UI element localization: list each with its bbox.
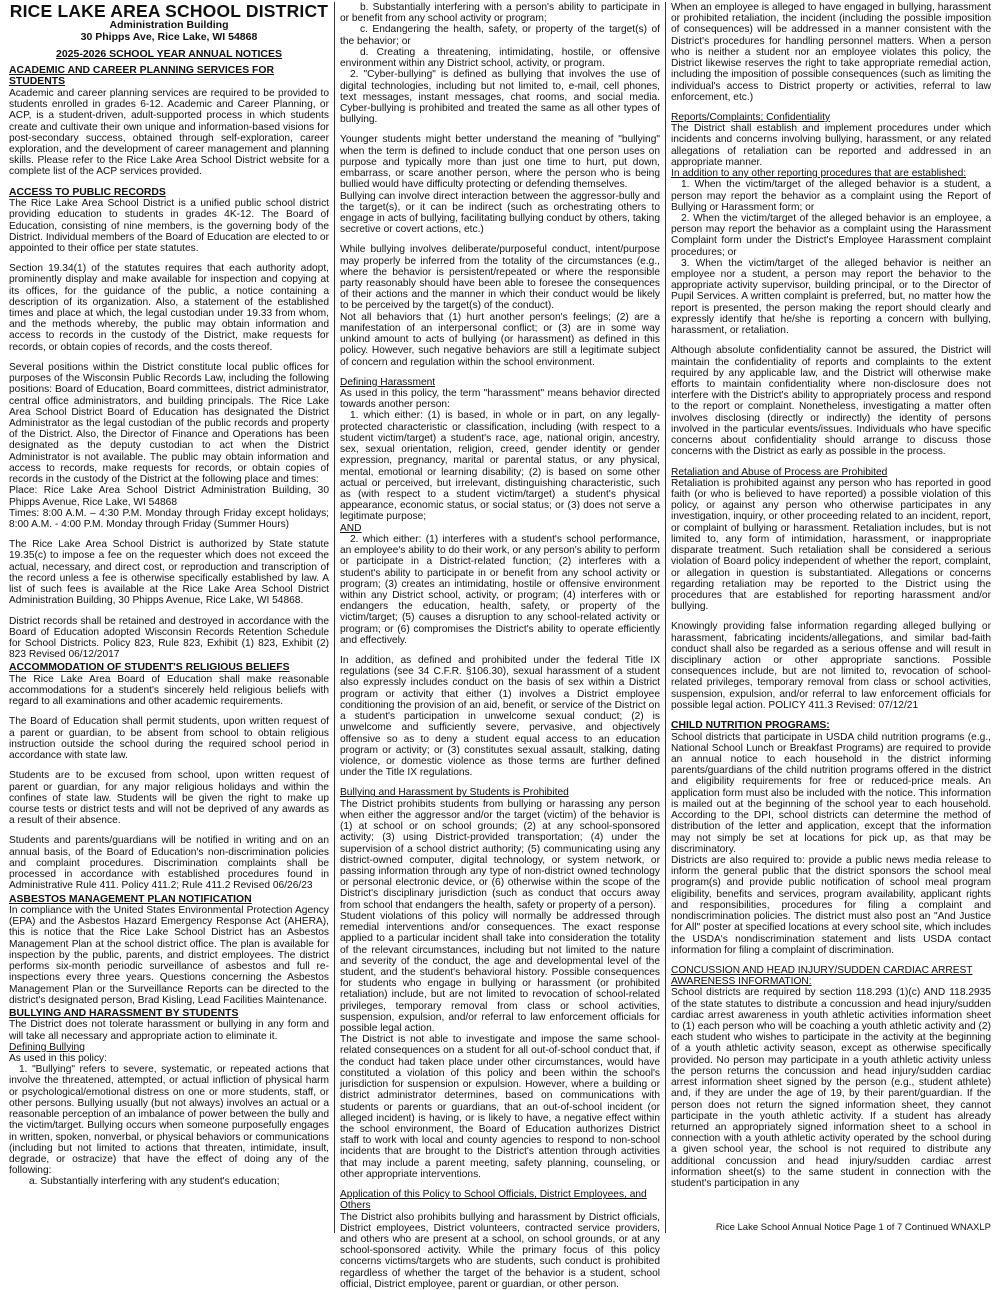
records-text-2: Section 19.34(1) of the statutes requires that each authority adopt, prominently display and make available for inspection and copying at its offices, for the guidance of the public, a notice containing a description of its organization. Also, a statement of the established times and place at which, the legal custodian under 19.33 from whom, and the methods whereby, the public may obtain information and access to records in the custody of the District, make requests for records, or obtain copies of records, and the costs thereof. [9, 263, 329, 353]
harassment-title-ix: In addition, as defined and prohibited under the federal Title IX regulations (see 34 C.F.R. §106.30), sexual harassment of a student also expressly includes conduct on the basis of sex within a District program or activity that either (1) involves a District employee conditioning the provision of an aid, benefit, or service of the District on a student's participation in unwelcome sexual conduct; (2) is unwelcome and sufficiently severe, pervasive, and objectively offensive so as to deny a student equal access to an education program or activity; or (3) constitutes sexual assault, stalking, dating violence, or domestic violence as those terms are further defined under the Title IX regulations. [340, 655, 660, 779]
nutrition-text-1: School districts that participate in USDA child nutrition programs (e.g., National School Lunch or Breakfast Programs) are required to provide an annual notice to each household in the district informing parents/guardians of the child nutrition programs offered in the district and eligibility requirements for free or reduced-price meals. An application form must also be included with the notice. This information is mailed out at the beginning of the school year to each household. According to the DPI, school districts can determine the method of distribution of the letter and application, except that the information may not simply be set at locations for pick up, as that may be discriminatory. [671, 731, 991, 855]
bullying-def-2: 2. "Cyber-bullying" is defined as bullying that involves the use of digital technologies, including but not limited to, e-mail, cell phones, text messages, instant messages, chat rooms, and social media. Cyber-bullying is prohibited and treated the same as all other types of bullying. [340, 69, 660, 126]
bullying-while: While bullying involves deliberate/purposeful conduct, intent/purpose may properly be inferred from the totality of the circumstances (e.g., where the behavior is persistent/repeated or where the responsible party reasonably should have been able to foresee the consequences of their actions and the manner in which their conduct would be likely to be perceived by the target(s) of the conduct). [340, 244, 660, 312]
bullying-def-1c: c. Endangering the health, safety, or property of the target(s) of the behavior; or [340, 24, 660, 47]
religious-text-1: The Rice Lake Area Board of Education shall make reasonable accommodations for a student's sincerely held religious beliefs with regard to all examinations and other academic requirements. [9, 673, 329, 708]
records-heading: ACCESS TO PUBLIC RECORDS [9, 186, 166, 198]
retaliation-text-1: Retaliation is prohibited against any person who has reported in good faith (or who is believed to have reported) a possible violation of this policy, or against any person who otherwise participates in any investigation, inquiry, or other proceeding related to an incident, report, or complaint of bullying or harassment. Retaliation includes, but is not limited to, any form of intimidation, harassment, or inappropriate disparate treatment. Such retaliation shall be considered a serious violation of Board policy independent of whether the report, complaint, or allegation in question is substantiated. Allegations or concerns regarding retaliation may be reported to the District using the procedures that are established for reporting harassment and/or bullying. [671, 477, 991, 613]
concussion-heading: CONCUSSION AND HEAD INJURY/SUDDEN CARDIAC ARREST AWARENESS INFORMATION: [671, 964, 973, 988]
reports-item-3: 3. When the victim/target of the alleged behavior is neither an employee nor a student, a person may report the behavior to the appropriate activity supervisor, building principal, or to the Director of Pupil Services. A written complaint is preferred, but, no matter how the report is presented, the person making the report should clearly and expressly identify that he/she is reporting a concern with bullying, harassment, or retaliation. [671, 257, 991, 337]
reports-item-1: 1. When the victim/target of the alleged behavior is a student, a person may report the behavior as a complaint using the Report of Bullying or Harassment form; or [671, 179, 991, 213]
reports-text-2: Although absolute confidentiality cannot be assured, the District will maintain the confidentiality of reports and complaints to the extent required by any applicable law, and the District will otherwise make efforts to maintain confidentiality where non-disclosure does not interfere with the District's ability to appropriately process and respond to the report or complaint. Nonetheless, investigating a matter often involves disclosing (directly or indirectly) the identity of persons involved in the particular events/issues. Individuals who have specific concerns about confidentiality should arrange to discuss those concerns with the District as early as possible in the process. [671, 345, 991, 458]
asbestos-heading: ASBESTOS MANAGEMENT PLAN NOTIFICATION [9, 893, 252, 905]
harassment-lead: As used in this policy, the term "harassment" means behavior directed towards another person: [340, 388, 660, 411]
prohibited-text-3: The District is not able to investigate and impose the same school-related consequences on a student for all out-of-school conduct that, if the conduct had taken place under other circumstances, would have constituted a violation of this policy and been within the school's jurisdiction for suspension or expulsion. However, where a building or district administrator determines, based on communications with students or parents or guardians, that an out-of-school incident (or alleged incident) is having, or is likely to have, a negative effect within the school environment, the Board of Education authorizes District staff to work with local and county agencies to respond to non-school incidents that are brought to the District's attention through activities that may include a parent meeting, safety planning, counseling, or other appropriate interventions. [340, 1034, 660, 1180]
records-text-1: The Rice Lake Area School District is a unified public school district providing education to students in grades 4K-12. The Board of Education, consisting of nine members, is the governing body of the District. Individual members of the Board of Education are elected to or appointed to their office per state statutes. [9, 198, 329, 254]
bullying-def-lead: As used in this policy: [9, 1053, 107, 1065]
religious-text-3: Students are to be excused from school, upon written request of parent or guardian, for any major religious holidays and within the confines of state law. Students will be given the right to make up course tests or district tests and will not be deprived of any awards as a result of their absence. [9, 770, 329, 827]
column-1 [4, 2, 334, 1233]
bullying-def-1d: d. Creating a threatening, intimidating, hostile, or offensive environment within any District school, activity, or program. [340, 46, 660, 70]
religious-text-4: Students and parents/guardians will be notified in writing and on an annual basis, of the Board of Education's non-discrimination policies and complaint procedures. Discrimination complaints shall be processed in accordance with established procedures found in Administrative Rule 411. Policy 411.2; Rule 411.2 Revised 06/26/23 [9, 835, 329, 892]
records-text-5: District records shall be retained and destroyed in accordance with the Board of Education adopted Wisconsin Records Retention Schedule for School Districts. Policy 823, Rule 823, Exhibit (1) 823, Exhibit (2) 823 Revised 06/12/2017 [9, 615, 329, 661]
officials-heading: Application of this Policy to School Officials, District Employees, and Others [340, 1189, 647, 1212]
bullying-def-1: 1. "Bullying" refers to severe, systematic, or repeated actions that involve the threatened, attempted, or actual infliction of physical harm or psychological/emotional distress on one or more students, staff, or other persons. Bullying usually (but not always) involves an actual or a reasonable perception of an imbalance of power between the bully and the victim/target. Bullying occurs when someone purposefully engages in written, spoken, nonverbal, or physical behaviors or communications (including but not limited to actions that threaten, intimidate, insult, degrade, or ostracize) that have the effect of doing any of the following: [9, 1064, 329, 1177]
page-footer: Rice Lake School Annual Notice Page 1 of 7 Continued WNAXLP [715, 1221, 991, 1233]
officials-text-2: When an employee is alleged to have engaged in bullying, harassment or prohibited retaliation, the incident (including the possible imposition of consequences) will be addressed in a manner consistent with the District's procedures for handling personnel matters. When a person who is neither a student nor an employee violates this policy, the District likewise reserves the right to take appropriate remedial action, including the imposition of possible consequences (such as limiting the individual's access to District property or activities, referral to law enforcement, etc.) [671, 2, 991, 103]
reports-heading: Reports/Complaints; Confidentiality [671, 111, 831, 123]
retaliation-heading: Retaliation and Abuse of Process are Prohibited [671, 466, 888, 478]
harassment-def-1: 1. which either: (1) is based, in whole or in part, on any legally-protected characteristic or classification, including (with respect to a student victim/target) a student's race, age, national origin, ancestry, sex, sexual orientation, religion, creed, gender identity or gender expression, pregnancy, marital or parental status, or any physical, mental, emotional or learning disability; (2) is based on some other actual or perceived, but irrelevant, distinguishing characteristic, such as (with respect to a student victim/target) a student's physical appearance, economic status, or social status; or (3) does not serve a legitimate purpose; [340, 410, 660, 523]
reports-item-2: 2. When the victim/target of the alleged behavior is an employee, a person may report the behavior as a complaint using the Harassment Complaint form under the District's Employee Harassment complaint procedures; or [671, 212, 991, 258]
records-text-4: The Rice Lake Area School District is authorized by State statute 19.35(c) to impose a fee on the requester which does not exceed the actual, necessary, and direct cost, or reproduction and transcription of the record unless a fee is otherwise specifically established by law. A list of such fees is available at the Rice Lake Area School District Administration Building, 30 Phipps Avenue, Rice Lake, WI 54868. [9, 539, 329, 607]
asbestos-text: In compliance with the United States Environmental Protection Agency (EPA) and the Asbestos Hazard Emergency Response Act (AHERA), this is notice that the Rice Lake School District has an Asbestos Management Plan at the school district office. The plan is available for inspection by the public, parents, and district employees. The district performs six-month periodic surveillance of asbestos and full re-inspections every three years. Questions concerning the Asbestos Management Plan or the Surveillance Reports can be directed to the district's designated person, Brad Kisling, Lead Facilities Maintenance. [9, 904, 329, 1006]
concussion-text: School districts are required by section 118.293 (1)(c) AND 118.2935 of the state statutes to distribute a concussion and head injury/sudden cardiac arrest awareness in youth athletic activities information sheet to (1) each person who will be coaching a youth athletic activity and (2) each student who wishes to participate in the activity at the beginning of a youth athletic activity season, except as otherwise specifically provided. No person may participate in a youth athletic activity unless the person returns the concussion and head injury/sudden cardiac arrest information sheet signed by the person (e.g., student athlete) and, if they are under the age of 19, by their parent/guardian. If the person does not return the signed information sheet, they cannot participate in the youth athletic activity. If a student has already returned an appropriately signed information sheet to a school in connection with a youth athletic activity operated by the school during a given school year, the school is not required to distribute any additional concussion and head injury/sudden cardiac arrest information sheet(s) to the same student in connection with the student's participation in any [671, 987, 991, 1190]
reports-lead: In addition to any other reporting procedures that are established: [671, 168, 967, 180]
bullying-def-1a: a. Substantially interfering with any student's education; [29, 1176, 280, 1188]
records-text-3: Several positions within the District constitute local public offices for purposes of the Wisconsin Public Records Law, including the following positions: Board of Education, Board committees, district administrator, central office administrators, and building principals. The Rice Lake Area School District Board of Education has designated the District Administrator as the legal custodian of the public records and property of the District. Also, the Director of Finance and Operations has been designated as the deputy custodian to act when the District Administrator is not available. The public may obtain information and access to records, make requests for records, or obtain copies of records in the custody of the District at the following place and times: [9, 361, 329, 486]
nutrition-heading: CHILD NUTRITION PROGRAMS: [671, 720, 830, 732]
records-place: Place: Rice Lake Area School District Administration Building, 30 Phipps Avenue, Rice Lake, WI 54868 [9, 485, 329, 508]
column-2 [334, 2, 665, 1290]
district-address: 30 Phipps Ave, Rice Lake, WI 54868 [80, 30, 258, 43]
harassment-def-2: 2. which either: (1) interferes with a student's school performance, an employee's ability to do their work, or any person's ability to perform or participate in a District-related function; (2) interferes with a student's ability to participate in or benefit from any school activity or program; (3) creates an intimidating, hostile or offensive environment within any District school, activity, or program; (4) interferes with or endangers the education, health, safety, or property of the victim/target; (5) causes a disruption to any school-related activity or program; or (6) compromises the District's ability to operate efficiently and effectively. [340, 533, 660, 646]
nutrition-text-2: Districts are also required to: provide a public news media release to inform the general public that the district sponsors the school meal program(s) and provide public notification of school meal program eligibility, benefits and services, program availability, applicant rights and responsibilities, procedures for filing a complaint and nondiscrimination policies. The district must also post an "And Justice for All" poster at specified locations at every school site, which includes the USDA's nondiscrimination statement and lists USDA contact information for filing a complaint of discrimination. [671, 854, 991, 956]
building-name: Administration Building [109, 19, 229, 32]
retaliation-text-2: Knowingly providing false information regarding alleged bullying or harassment, fabricating incidents/allegations, and similar bad-faith conduct shall also be regarded as a serious offense and will result in disciplinary action or other appropriate sanctions. Possible consequences include, but are not limited to, revocation of school-related privileges, temporary removal from class or school activities, suspension, expulsion, and/or referral to law enforcement officials for possible legal action. POLICY 411.3 Revised: 07/12/21 [671, 621, 991, 711]
reports-text-1: The District shall establish and implement procedures under which incidents and concerns involving bullying, harassment, or any related allegations of retaliation can be reported and addressed in an appropriate manner. [671, 123, 991, 168]
defining-bullying-heading: Defining Bullying [9, 1041, 85, 1053]
bullying-direct: Bullying can involve direct interaction between the aggressor-bully and the target(s), or it can be indirect (such as orchestrating others to engage in acts of bullying, facilitating bullying conduct by others, taking secretive or covert actions, etc.) [340, 190, 660, 236]
district-title: RICE LAKE AREA SCHOOL DISTRICT [9, 1, 329, 21]
religious-heading: ACCOMMODATION OF STUDENT'S RELIGIOUS BELIEFS [9, 662, 290, 674]
column-3 [665, 2, 996, 1233]
notice-header [9, 2, 329, 61]
religious-text-2: The Board of Education shall permit students, upon written request of a parent or guardian, to be absent from school to obtain religious instruction outside the school during the required school period in accordance with state law. [9, 716, 329, 762]
prohibited-text-2: Student violations of this policy will normally be addressed through remedial interventions and/or consequences. The exact response applied to a particular incident shall take into consideration the totality of the relevant circumstances, including but not limited to the nature and severity of the conduct, the age and developmental level of the student, and the student's behavioral history. Possible consequences for students who engage in bullying or harassment (or prohibited retaliation) include, but are not limited to revocation of school-related privileges, temporary removal from class or school activities, suspension, expulsion, and/or referral to law enforcement officials for possible legal action. [340, 910, 660, 1035]
records-times: Times: 8:00 A.M. – 4:30 P.M. Monday through Friday except holidays; 8:00 A.M. - 4:00 P.M. Monday through Friday (Summer Hours) [9, 507, 329, 530]
acp-text: Academic and career planning services are required to be provided to students enrolled in grades 6-12. Academic and Career Planning, or ACP, is a student-driven, adult-supported process in which students create and cultivate their own unique and information-based visions for post-secondary success, obtained through self-exploration, career exploration, and the development of career management and planning skills. Please refer to the Rice Lake Area School District website for a complete list of the ACP services provided. [9, 87, 329, 178]
bullying-notall: Not all behaviors that (1) hurt another person's feelings; (2) are a manifestation of an interpersonal conflict; or (3) are in some way unkind amount to acts of bullying (or harassment) as defined in this policy. However, such negative behaviors are still a legitimate subject of concern and regulation within the school environment. [340, 311, 660, 368]
school-year-title: 2025-2026 SCHOOL YEAR ANNUAL NOTICES [55, 48, 282, 61]
bullying-intro: The District does not tolerate harassment or bullying in any form and will take all necessary and appropriate action to eliminate it. [9, 1019, 329, 1042]
harassment-and: AND [340, 522, 362, 534]
bullying-heading: BULLYING AND HARASSMENT BY STUDENTS [9, 1007, 239, 1019]
acp-heading: ACADEMIC AND CAREER PLANNING SERVICES FOR STUDENTS [9, 65, 274, 88]
bullying-def-1b: b. Substantially interfering with a person's ability to participate in or benefit from any school activity or program; [340, 2, 660, 25]
prohibited-text-1: The District prohibits students from bullying or harassing any person when either the aggressor and/or the target (victim) of the behavior is (1) at school or on school grounds; (2) at any school-sponsored activity; (3) using District-provided transportation; (4) under the supervision of a school district authority; (5) communicating using any district-owned computer, digital technology, or system network, or passing information through any type of non-district owned technology or personal electronic device, or (6) otherwise within the scope of the District's disciplinary jurisdiction (such as conduct that occurs away from school that endangers the health, safety or property of a person). [340, 798, 660, 911]
defining-harassment-heading: Defining Harassment [340, 376, 436, 388]
bullying-younger: Younger students might better understand the meaning of "bullying" when the term is defined to include conduct that one person uses on purpose and typically more than just one time to hurt, put down, embarrass, or scare another person, where the person who is being bullied would have difficulty protecting or defending themselves. [340, 134, 660, 191]
officials-text-1: The District also prohibits bullying and harassment by District officials, District employees, District volunteers, contracted service providers, and others who are present at a school, on school grounds, or at any school-sponsored activity. While the primary focus of this policy concerns victims/targets who are students, such conduct is prohibited regardless of whether the target of the behavior is a student, school official, District employee, parent or guardian, or other person. [340, 1211, 660, 1290]
prohibited-heading: Bullying and Harassment by Students is Prohibited [340, 787, 569, 799]
